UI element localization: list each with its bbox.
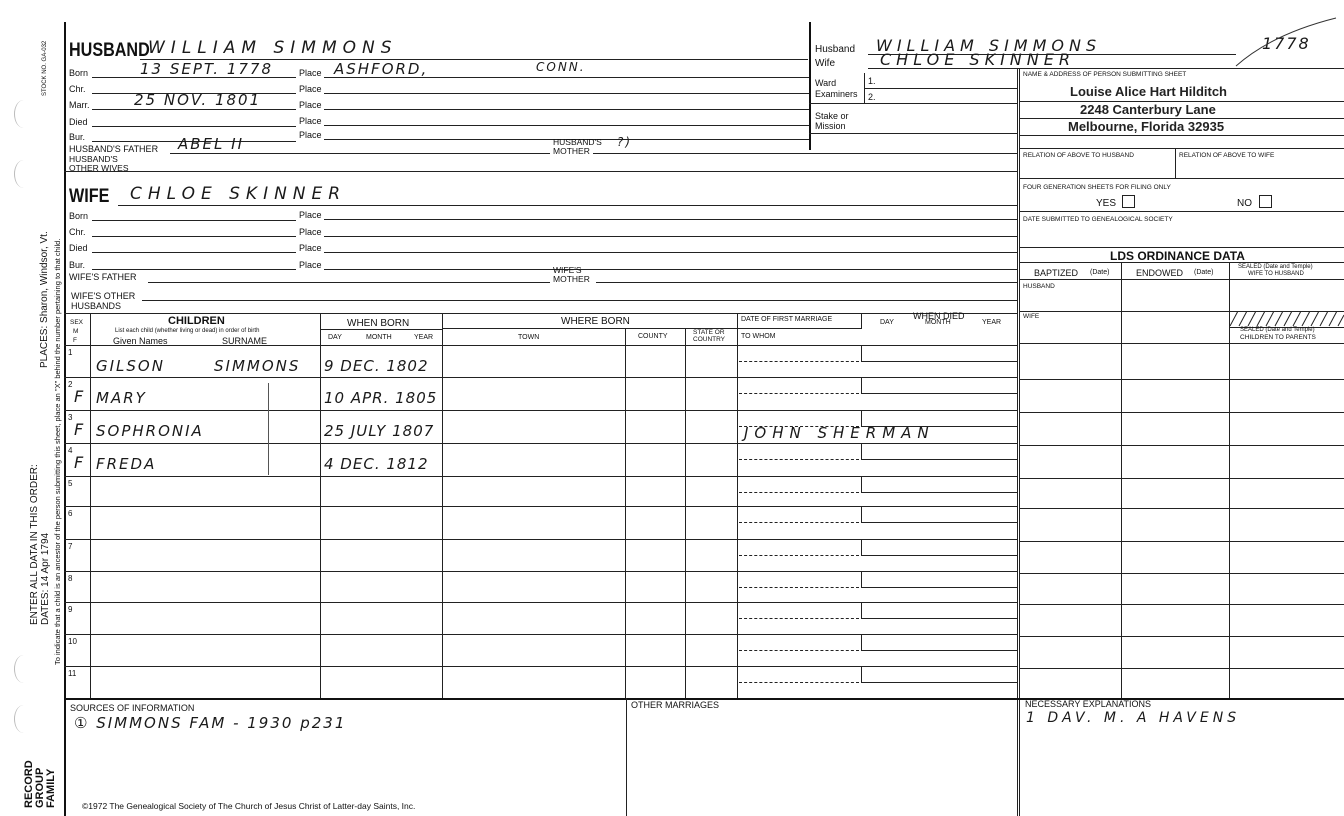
husband-place-label: Place <box>299 84 322 94</box>
died-line <box>861 361 1017 362</box>
child-number: 2 <box>68 380 73 389</box>
surname-label: SURNAME <box>222 336 268 346</box>
form-title-line: GROUP <box>34 767 46 808</box>
died-line <box>861 650 1017 651</box>
row-line <box>64 571 1017 572</box>
husband-born-date[interactable]: 13 SEPT. 1778 <box>140 60 273 78</box>
husband-died-label: Died <box>69 117 88 127</box>
row-line <box>64 666 1017 667</box>
marriage-date-dash <box>739 522 859 523</box>
lds-wife-label: WIFE <box>1023 313 1040 320</box>
wife-place-label: Place <box>299 260 322 270</box>
died-line <box>861 393 1017 394</box>
left-border <box>64 22 66 816</box>
line <box>324 93 809 94</box>
lds-row-line <box>1019 508 1344 509</box>
lds-row-line <box>1019 478 1344 479</box>
examiner-1[interactable]: 1. <box>868 76 876 86</box>
corner-note[interactable]: 1778 <box>1262 34 1311 53</box>
line <box>1121 262 1122 698</box>
rel-husband-label: RELATION OF ABOVE TO HUSBAND <box>1023 152 1134 159</box>
first-marriage-label: DATE OF FIRST MARRIAGE <box>741 316 833 323</box>
date-submitted-label: DATE SUBMITTED TO GENEALOGICAL SOCIETY <box>1023 216 1173 223</box>
died-month-label: MONTH <box>925 319 951 326</box>
wife-other-husbands-label: WIFE'S OTHER <box>71 291 136 301</box>
wife-place-label: Place <box>299 210 322 220</box>
children-heading: CHILDREN <box>168 315 225 327</box>
sources-text[interactable]: ① SIMMONS FAM - 1930 p231 <box>74 714 347 732</box>
husband-father-label: HUSBAND'S FATHER <box>69 144 159 154</box>
lds-row-line <box>1019 379 1344 380</box>
line <box>64 345 1017 346</box>
died-box-edge <box>861 443 862 459</box>
town-label: TOWN <box>518 334 540 341</box>
died-box-edge <box>861 506 862 522</box>
wife-father-label: WIFE'S FATHER <box>69 272 137 282</box>
form-title-line: RECORD <box>23 760 35 808</box>
lds-row-line <box>1019 573 1344 574</box>
born-day-label: DAY <box>328 334 342 341</box>
child-number: 8 <box>68 574 73 583</box>
died-box-edge <box>861 634 862 650</box>
child-number: 1 <box>68 348 73 357</box>
child-birth-date[interactable]: 10 APR. 1805 <box>324 389 438 407</box>
child-number: 10 <box>68 637 77 646</box>
wife-place-label: Place <box>299 227 322 237</box>
ward-label: Ward <box>815 78 837 88</box>
died-box-edge <box>861 602 862 618</box>
sex-f-label: F <box>73 337 77 344</box>
line <box>593 153 1017 154</box>
line <box>864 88 1017 89</box>
line <box>625 328 626 698</box>
marriage-date-dash <box>739 682 859 683</box>
lds-endowed: ENDOWED <box>1136 268 1183 278</box>
lds-row-line <box>1019 541 1344 542</box>
line <box>1019 211 1344 212</box>
sex-m-label: M <box>73 328 79 335</box>
wife-name[interactable]: CHLOE SKINNER <box>130 184 347 204</box>
husband-mother[interactable]: ?) <box>617 135 633 149</box>
line <box>92 109 296 110</box>
marriage-date-dash <box>739 587 859 588</box>
wife-mother-label: WIFE'S <box>553 265 582 275</box>
husband-place-label: Place <box>299 68 322 78</box>
lds-row-line <box>1019 445 1344 446</box>
died-box-edge <box>861 377 862 393</box>
husband-born-place[interactable]: ASHFORD, <box>334 60 429 78</box>
examiners-label: Examiners <box>815 89 858 99</box>
row-line <box>64 634 1017 635</box>
row-line <box>64 602 1017 603</box>
when-born-label: WHEN BORN <box>347 318 410 329</box>
line <box>320 329 442 330</box>
lds-row-line <box>1019 604 1344 605</box>
yes-label: YES <box>1096 198 1117 209</box>
line <box>92 236 296 237</box>
line <box>142 300 1017 301</box>
name-divider <box>268 383 269 475</box>
children-list-note: List each child (whether living or dead) in order of birth <box>115 328 260 334</box>
stock-number: STOCK NO. GA-032 <box>42 40 48 96</box>
explanations-text[interactable]: 1 DAV. M. A HAVENS <box>1026 710 1241 726</box>
line <box>1019 279 1344 280</box>
lds-sealed-top: WIFE TO HUSBAND <box>1248 271 1304 277</box>
examiner-2[interactable]: 2. <box>868 92 876 102</box>
row-line <box>64 506 1017 507</box>
died-line <box>861 618 1017 619</box>
husband-born-label: Born <box>69 68 89 78</box>
line <box>92 220 296 221</box>
state-label: COUNTRY <box>693 336 726 343</box>
child-sex[interactable]: F <box>74 420 86 439</box>
child-number: 3 <box>68 413 73 422</box>
row-line <box>64 443 1017 444</box>
marriage-date-dash <box>739 459 859 460</box>
child-given-name[interactable]: MARY <box>96 389 147 407</box>
form-title-line: FAMILY <box>45 768 57 808</box>
marriage-date-dash <box>739 492 859 493</box>
row-line <box>64 410 1017 411</box>
child-given-name[interactable]: SOPHRONIA <box>96 422 204 440</box>
child-birth-date[interactable]: 9 DEC. 1802 <box>324 357 429 375</box>
husband-born-state[interactable]: CONN. <box>536 60 586 74</box>
to-whom-label: TO WHOM <box>741 333 776 340</box>
born-month-label: MONTH <box>366 334 392 341</box>
line <box>148 282 550 283</box>
stake-label: Stake or <box>815 111 849 121</box>
lds-title: LDS ORDINANCE DATA <box>1110 249 1245 263</box>
lds-sealed-bottom: SEALED (Date and Temple) <box>1240 327 1315 333</box>
lds-baptized-date: (Date) <box>1090 269 1110 276</box>
mission-label: Mission <box>815 121 846 131</box>
lds-sealed-bottom: CHILDREN TO PARENTS <box>1240 334 1316 341</box>
husband-mother-label: MOTHER <box>553 146 590 156</box>
explanations-label: NECESSARY EXPLANATIONS <box>1025 699 1152 709</box>
no-checkbox[interactable] <box>1259 195 1272 208</box>
binder-hole <box>14 100 33 128</box>
header-divider <box>809 22 811 150</box>
lds-baptized: BAPTIZED <box>1034 268 1079 278</box>
where-born-label: WHERE BORN <box>561 316 630 327</box>
row-line <box>64 476 1017 477</box>
given-names-label: Given Names <box>113 336 168 346</box>
child-given-name[interactable]: GILSON <box>96 357 165 375</box>
child-given-name[interactable]: FREDA <box>96 455 157 473</box>
died-day-label: DAY <box>880 319 894 326</box>
husband-marr-label: Marr. <box>69 100 90 110</box>
wife-heading: WIFE <box>69 186 110 207</box>
line <box>1019 343 1344 344</box>
marriage-date-dash <box>739 618 859 619</box>
line <box>1019 135 1344 136</box>
sex-label: SEX <box>70 319 84 326</box>
hdr-husband-label: Husband <box>815 44 856 55</box>
marriage-date-dash <box>739 650 859 651</box>
state-label: STATE OR <box>693 329 725 336</box>
died-line <box>861 459 1017 460</box>
line <box>1019 262 1344 263</box>
died-box-edge <box>861 410 862 426</box>
submitter-street[interactable]: 2248 Canterbury Lane <box>1080 102 1216 117</box>
line <box>1019 148 1344 149</box>
born-year-label: YEAR <box>414 334 434 341</box>
hatch-pattern <box>1230 311 1344 327</box>
died-line <box>861 522 1017 523</box>
wife-born-label: Born <box>69 211 89 221</box>
wife-other-husbands-label: HUSBANDS <box>71 301 122 311</box>
husband-mother-label: HUSBAND'S <box>553 137 602 147</box>
line <box>64 171 1017 172</box>
child-birth-date[interactable]: 25 JULY 1807 <box>324 422 435 440</box>
sources-label: SOURCES OF INFORMATION <box>70 703 195 713</box>
line <box>92 126 296 127</box>
rel-wife-label: RELATION OF ABOVE TO WIFE <box>1179 152 1275 159</box>
child-number: 7 <box>68 542 73 551</box>
died-box-edge <box>861 666 862 682</box>
line <box>92 269 296 270</box>
side-dates: DATES: 14 Apr 1794 <box>40 532 51 625</box>
line <box>861 313 862 329</box>
child-sex[interactable]: F <box>74 387 86 406</box>
died-line <box>861 682 1017 683</box>
husband-chr-label: Chr. <box>69 84 86 94</box>
line <box>324 125 809 126</box>
husband-place-label: Place <box>299 100 322 110</box>
line <box>626 698 627 816</box>
died-line <box>861 587 1017 588</box>
line <box>324 252 1017 253</box>
husband-name[interactable]: WILLIAM SIMMONS <box>148 38 398 58</box>
line <box>685 328 686 698</box>
right-panel-border <box>1017 68 1018 816</box>
wife-died-label: Died <box>69 243 88 253</box>
child-number: 5 <box>68 479 73 488</box>
four-gen-label: FOUR GENERATION SHEETS FOR FILING ONLY <box>1023 184 1171 191</box>
line <box>324 236 1017 237</box>
lds-husband-label: HUSBAND <box>1023 283 1055 290</box>
child-birth-date[interactable]: 4 DEC. 1812 <box>324 455 429 473</box>
lds-row-line <box>1019 412 1344 413</box>
husband-other-wives-label: OTHER WIVES <box>69 163 129 173</box>
binder-hole <box>14 705 33 733</box>
line <box>64 313 1017 314</box>
submitter-name[interactable]: Louise Alice Hart Hilditch <box>1070 84 1227 99</box>
line <box>809 133 1017 134</box>
county-label: COUNTY <box>638 333 668 340</box>
side-places: PLACES: Sharon, Windsor, Vt. <box>39 231 50 368</box>
other-marriages-label: OTHER MARRIAGES <box>631 700 720 710</box>
line <box>92 252 296 253</box>
marriage-date-dash <box>739 361 859 362</box>
side-enter-order: ENTER ALL DATA IN THIS ORDER: <box>29 464 40 625</box>
child-sex[interactable]: F <box>74 453 86 472</box>
row-line <box>64 377 1017 378</box>
wife-place-label: Place <box>299 243 322 253</box>
hdr-husband-name[interactable]: WILLIAM SIMMONS <box>876 36 1102 55</box>
marriage-date-dash <box>739 426 859 427</box>
line <box>170 153 550 154</box>
when-died-label: WHEN DIED <box>913 311 965 321</box>
died-line <box>861 426 1017 427</box>
line <box>442 328 737 329</box>
side-indicate-note: To indicate that a child is an ancestor of the person submitting this sheet, place an "X" behind the number pertaining to that child. <box>53 238 62 665</box>
yes-checkbox[interactable] <box>1122 195 1135 208</box>
died-line <box>861 492 1017 493</box>
child-surname[interactable]: SIMMONS <box>214 357 301 375</box>
line <box>737 328 861 329</box>
line <box>1175 148 1176 178</box>
hdr-wife-name[interactable]: CHLOE SKINNER <box>880 50 1075 69</box>
line <box>324 269 1017 270</box>
child-spouse[interactable]: JOHN SHERMAN <box>744 424 935 442</box>
husband-place-label: Place <box>299 130 322 140</box>
marriage-date-dash <box>739 393 859 394</box>
lds-sealed-top: SEALED (Date and Temple) <box>1238 264 1313 270</box>
died-box-edge <box>861 476 862 492</box>
husband-father[interactable]: ABEL II <box>178 135 245 153</box>
marriage-date-dash <box>739 555 859 556</box>
wife-bur-label: Bur. <box>69 260 86 270</box>
husband-heading: HUSBAND <box>69 40 150 61</box>
died-box-edge <box>861 571 862 587</box>
died-box-edge <box>861 539 862 555</box>
line <box>809 103 1017 104</box>
binder-hole <box>14 160 33 188</box>
child-number: 11 <box>68 669 77 678</box>
child-number: 6 <box>68 509 73 518</box>
husband-bur-label: Bur. <box>69 132 86 142</box>
lds-row-line <box>1019 636 1344 637</box>
submitter-label: NAME & ADDRESS OF PERSON SUBMITTING SHEET <box>1023 71 1187 78</box>
died-line <box>861 555 1017 556</box>
lds-endowed-date: (Date) <box>1194 269 1214 276</box>
line <box>1019 178 1344 179</box>
copyright: ©1972 The Genealogical Society of The Church of Jesus Christ of Latter-day Saints, Inc. <box>82 801 416 811</box>
lds-row-line <box>1019 668 1344 669</box>
child-number: 4 <box>68 446 73 455</box>
corner-curve <box>1232 14 1344 72</box>
no-label: NO <box>1237 198 1252 209</box>
form-title <box>24 760 57 808</box>
submitter-city[interactable]: Melbourne, Florida 32935 <box>1068 119 1225 134</box>
died-year-label: YEAR <box>982 319 1002 326</box>
line <box>324 109 809 110</box>
line <box>1019 247 1344 248</box>
child-number: 9 <box>68 605 73 614</box>
right-panel-border <box>1019 68 1020 816</box>
hdr-wife-label: Wife <box>815 58 835 69</box>
binder-hole <box>14 655 33 683</box>
husband-other-wives-label: HUSBAND'S <box>69 154 118 164</box>
wife-mother-label: MOTHER <box>553 274 590 284</box>
line <box>596 282 1017 283</box>
row-line <box>64 539 1017 540</box>
husband-place-label: Place <box>299 116 322 126</box>
wife-chr-label: Chr. <box>69 227 86 237</box>
wife-name-line <box>118 205 1017 206</box>
husband-marriage-date[interactable]: 25 NOV. 1801 <box>134 91 262 109</box>
line <box>324 219 1017 220</box>
died-box-edge <box>861 345 862 361</box>
